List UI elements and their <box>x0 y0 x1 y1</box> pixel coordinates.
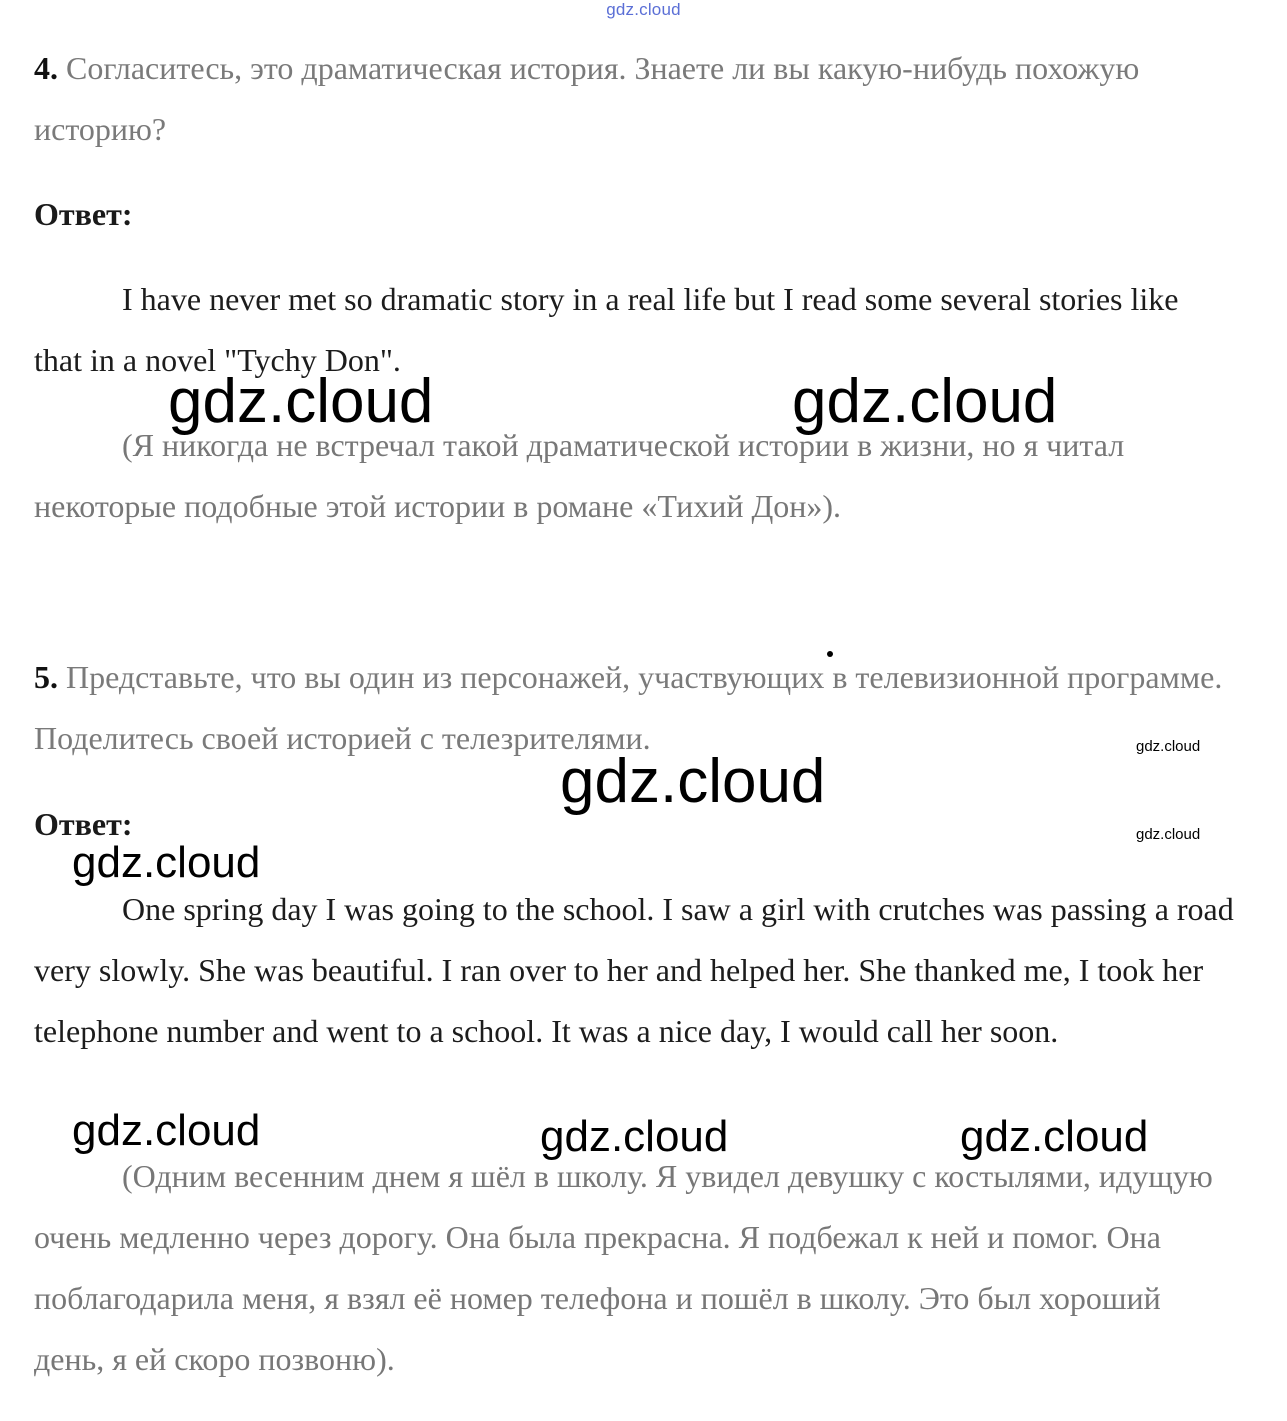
watermark: gdz.cloud <box>960 1112 1149 1161</box>
answer-label: Ответ: <box>34 806 133 842</box>
question-number: 4. <box>34 50 58 86</box>
answer-russian: (Одним весенним днем я шёл в школу. Я увидел девушку с костылями, идущую очень медленно через дорогу. Она была прекрасна. Я подбежал к ней и помог. Она поблагодарила меня, я взял её номер телефона и пошёл в школу. Это был хороший день, я ей скоро позвоню). <box>34 1158 1213 1377</box>
watermark: gdz.cloud <box>72 838 261 887</box>
question-prompt: Согласитесь, это драматическая история. Знаете ли вы какую-нибудь похожую историю? <box>34 50 1140 147</box>
watermark: gdz.cloud <box>1136 826 1201 843</box>
question-number: 5. <box>34 659 58 695</box>
watermark: gdz.cloud <box>792 367 1058 436</box>
answer-english: I have never met so dramatic story in a real life but I read some several stories like that in a novel "Tychy Don". <box>34 281 1179 378</box>
watermark: gdz.cloud <box>1136 738 1201 755</box>
answer-russian: (Я никогда не встречал такой драматической истории в жизни, но я читал некоторые подобные этой истории в романе «Тихий Дон»). <box>34 427 1125 524</box>
watermark: gdz.cloud <box>72 1106 261 1155</box>
answer-english: One spring day I was going to the school. I saw a girl with crutches was passing a road very slowly. She was beautiful. I ran over to her and helped her. She thanked me, I took her telephone number and went to a school. It was a nice day, I would call her soon. <box>34 891 1234 1049</box>
question-prompt: Представьте, что вы один из персонажей, участвующих в телевизионной программе. Поделитесь своей историей с телезрителями. <box>34 659 1223 756</box>
question-4 <box>34 38 1234 160</box>
watermark: gdz.cloud <box>560 747 826 816</box>
site-tag[interactable]: gdz.cloud <box>606 0 681 19</box>
watermark: gdz.cloud <box>168 367 434 436</box>
watermark: gdz.cloud <box>540 1112 729 1161</box>
stray-dot <box>827 651 833 657</box>
answer-label: Ответ: <box>34 196 133 232</box>
